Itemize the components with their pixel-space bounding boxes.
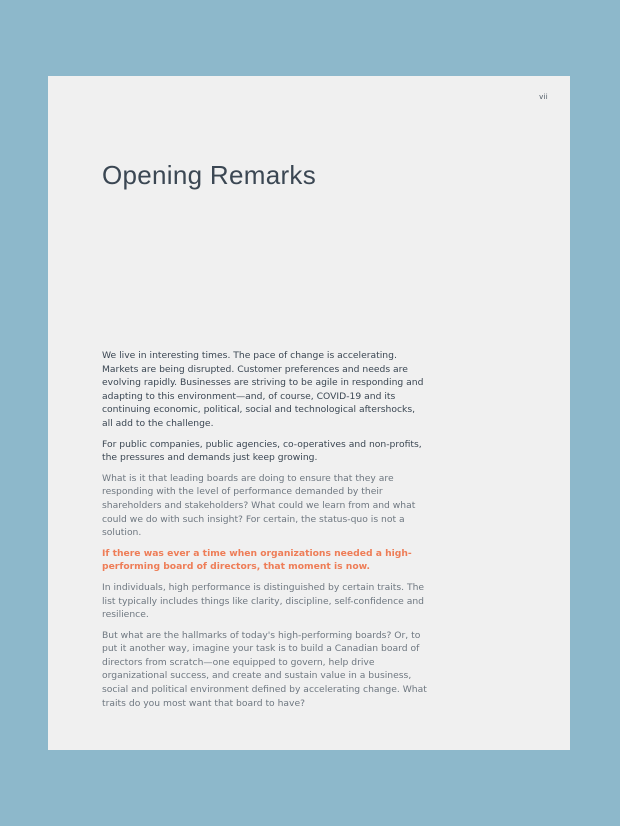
- body-text: [102, 349, 428, 717]
- paragraph-pressures: For public companies, public agencies, co-operatives and non-profits, the pressures and demands just keep growing.: [102, 438, 422, 464]
- paragraph-traits: In individuals, high performance is distinguished by certain traits. The list typically includes things like clarity, discipline, self-confidence and resilience.: [102, 581, 425, 621]
- paragraph-hallmarks: But what are the hallmarks of today's high-performing boards? Or, to put it another way, imagine your task is to build a Canadian board of directors from scratch—one equipped to govern, help drive organizational success, and create and sustain value in a business, social and political environment defined by accelerating change. What traits do you most want that board to have?: [102, 629, 427, 709]
- paragraph-highlight: If there was ever a time when organizations needed a high-performing board of directors, that moment is now.: [102, 547, 412, 573]
- paragraph-intro: We live in interesting times. The pace of change is accelerating. Markets are being disrupted. Customer preferences and needs are evolving rapidly. Businesses are striving to be agile in responding and adapting to this environment—and, of course, COVID-19 and its continuing economic, political, social and technological aftershocks, all add to the challenge.: [102, 350, 424, 429]
- page-title: Opening Remarks: [102, 160, 317, 190]
- paragraph-question: What is it that leading boards are doing to ensure that they are responding with the level of performance demanded by their shareholders and stakeholders? What could we learn from and what could we do with such insight? For certain, the status-quo is not a solution.: [102, 472, 416, 539]
- page-number: vii: [539, 93, 548, 101]
- document-page: [48, 76, 570, 750]
